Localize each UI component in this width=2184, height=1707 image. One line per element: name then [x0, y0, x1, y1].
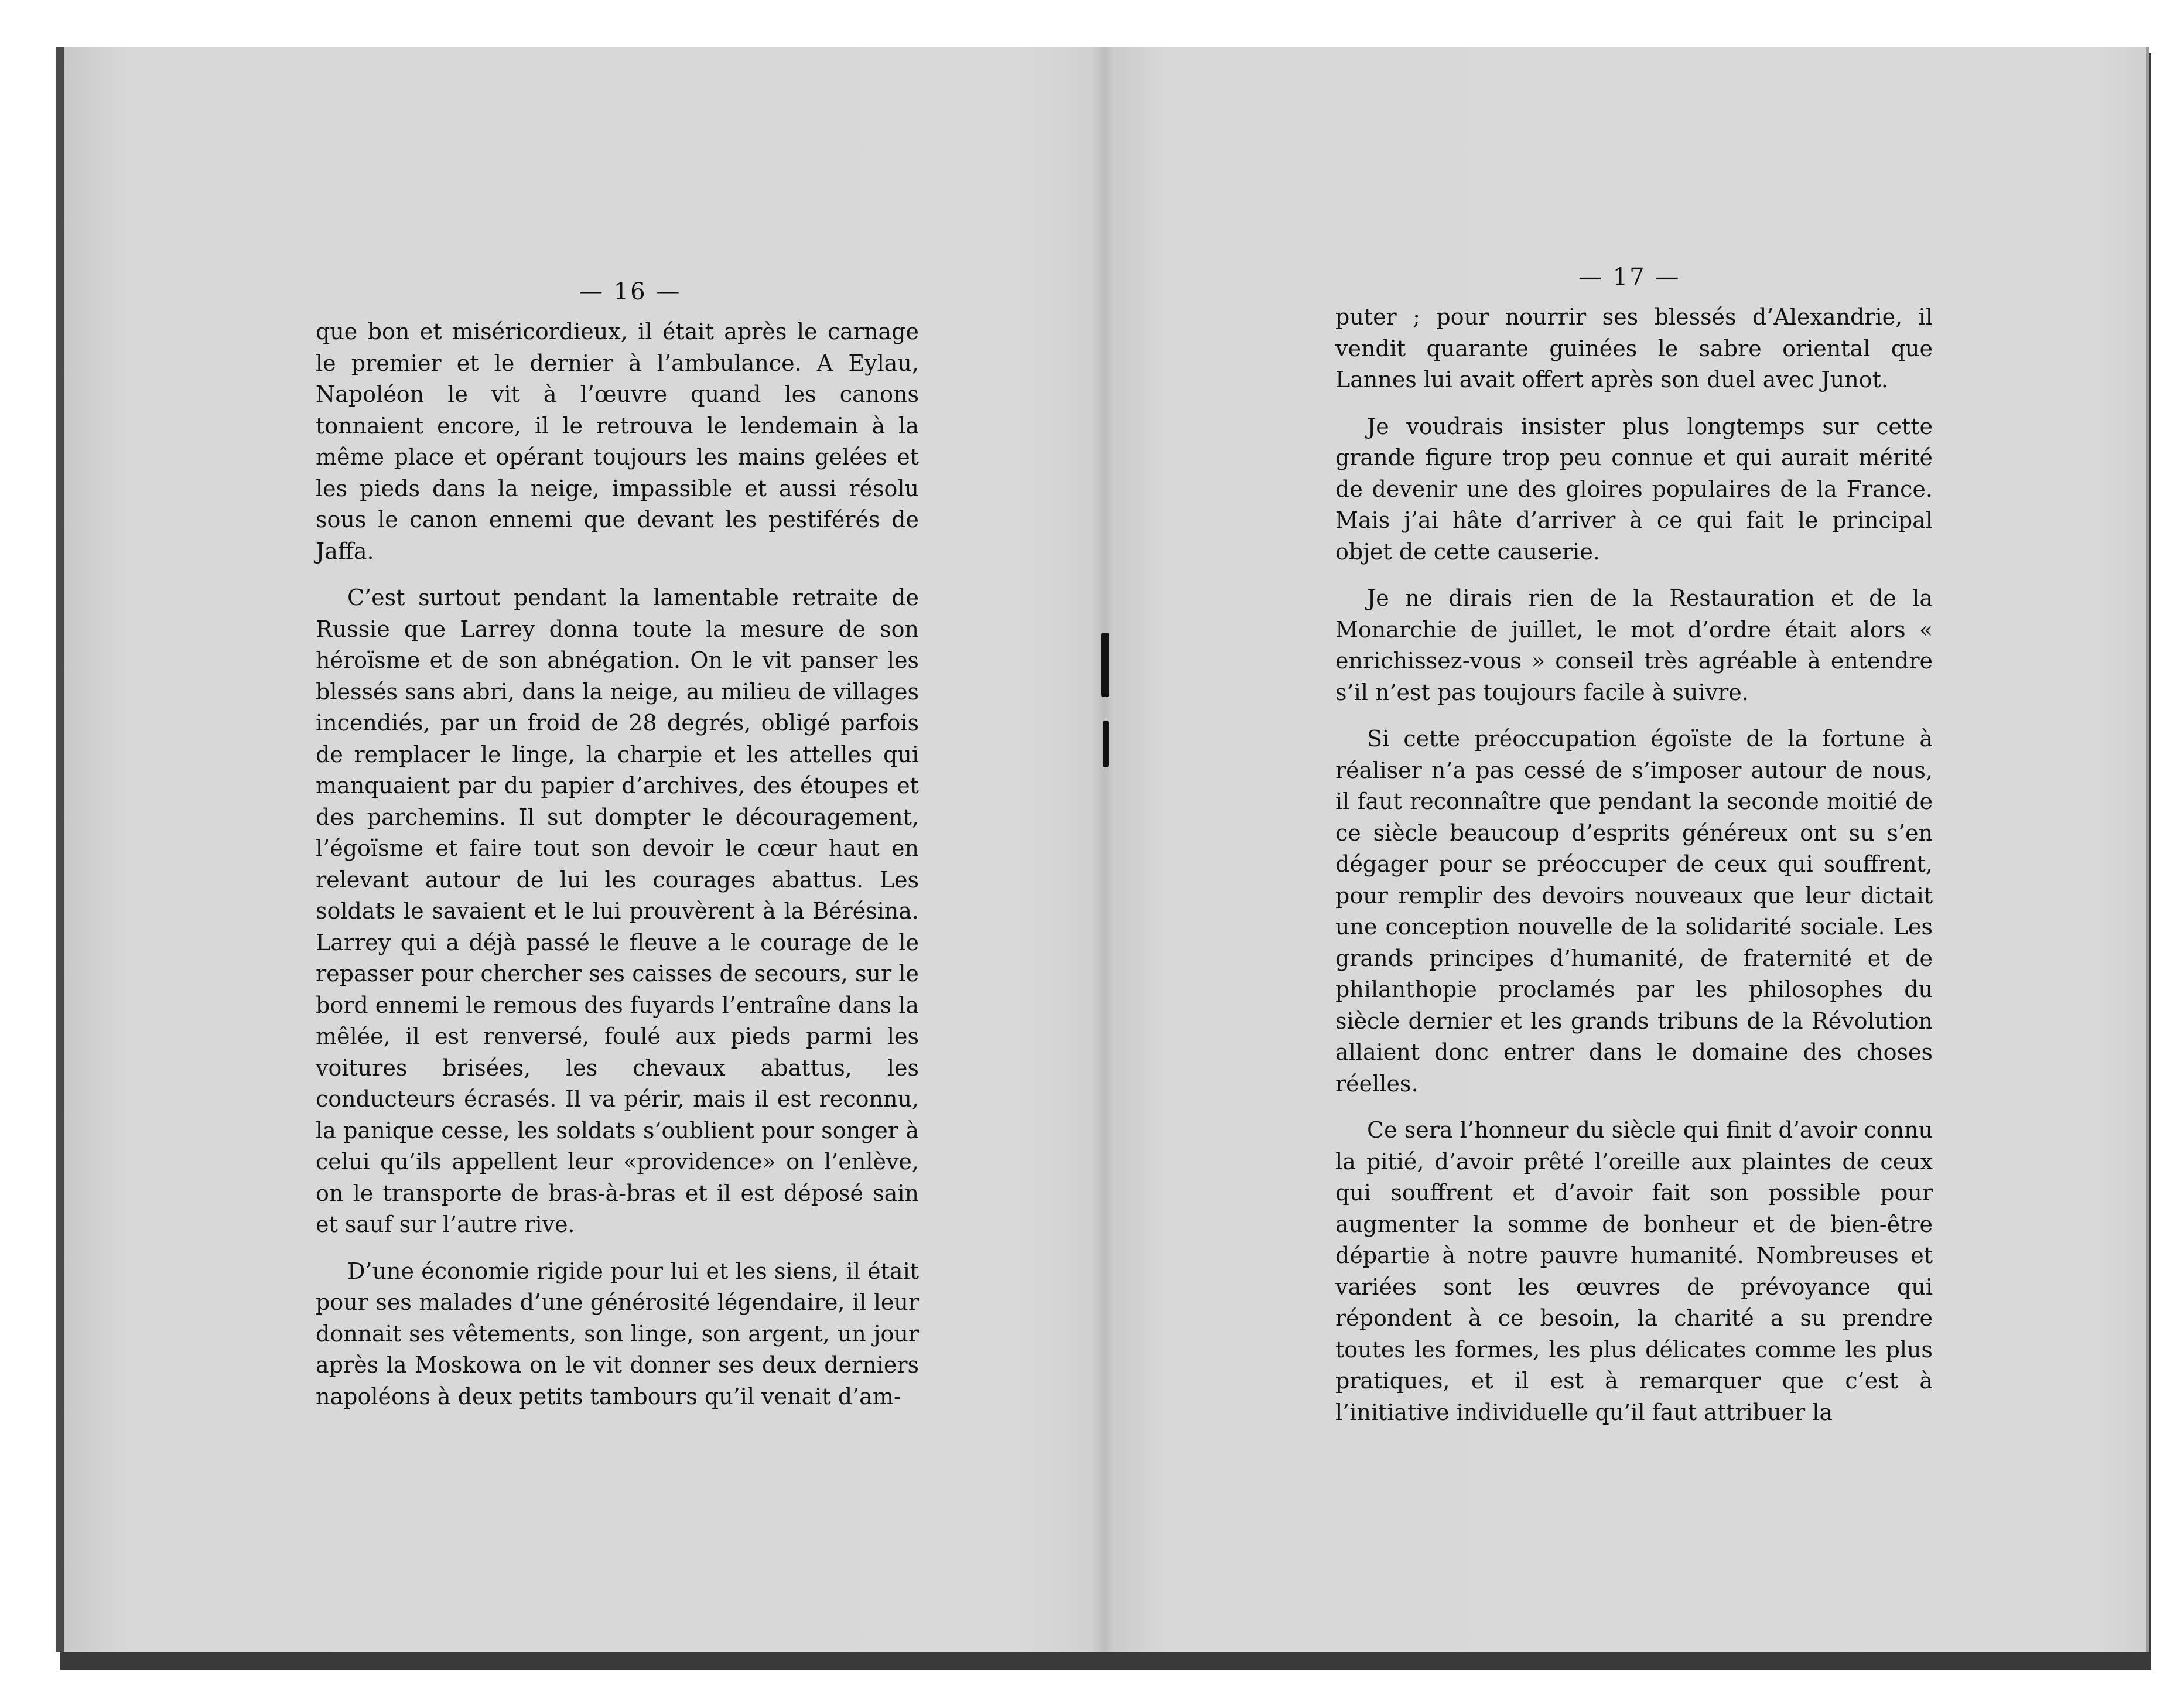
- left-page: [56, 47, 1104, 1652]
- right-page-text: [1335, 302, 1933, 1443]
- open-book: [56, 47, 2149, 1670]
- left-paragraph-3: D’une économie rigide pour lui et les siens, il était pour ses malades d’une générosité légendaire, il leur donnait ses vêtements, son linge, son argent, un jour après la Moskowa on le vit donner ses deux derniers napoléons à deux petits tambours qu’il venait d’am-: [316, 1258, 919, 1409]
- right-page-number: — 17 —: [1578, 264, 1681, 291]
- right-paragraph-1: puter ; pour nourrir ses blessés d’Alexandrie, il vendit quarante guinées le sabre oriental que Lannes lui avait offert après son duel avec Junot.: [1335, 304, 1933, 392]
- left-page-text: [316, 316, 919, 1428]
- left-paragraph-2: C’est surtout pendant la lamentable retraite de Russie que Larrey donna toute la mesure de son héroïsme et de son abnégation. On le vit panser les blessés sans abri, dans la neige, au milieu de villages incendiés, par un froid de 28 degrés, obligé parfois de remplacer le linge, la charpie et les attelles qui manquaient par du papier d’archives, des étoupes et des parchemins. Il sut dompter le découragement, l’égoïsme et faire tout son devoir le cœur haut en relevant autour de lui les courages abattus. Les soldats le savaient et le lui prouvèrent à la Bérésina. Larrey qui a déjà passé le fleuve a le courage de le repasser pour chercher ses caisses de secours, sur le bord ennemi le remous des fuyards l’entraîne dans la mêlée, il est renversé, foulé aux pieds parmi les voitures brisées, les chevaux abattus, les conducteurs écrasés. Il va périr, mais il est reconnu, la panique cesse, les soldats s’oublient pour songer à celui qu’ils appellent leur «providence» on l’enlève, on le transporte de bras-à-bras et il est déposé sain et sauf sur l’autre rive.: [316, 585, 919, 1237]
- right-paragraph-4: Si cette préoccupation égoïste de la fortune à réaliser n’a pas cessé de s’imposer autour de nous, il faut reconnaître que pendant la seconde moitié de ce siècle beaucoup d’esprits généreux ont su s’en dégager pour se préoccuper de ceux qui souffrent, pour remplir des devoirs nouveaux que leur dictait une conception nouvelle de la solidarité sociale. Les grands principes d’humanité, de fraternité et de philanthopie proclamés par les philosophes du siècle dernier et les grands tribuns de la Révolution allaient donc entrer dans le domaine des choses réelles.: [1335, 726, 1933, 1097]
- book-gutter: [1092, 47, 1116, 1652]
- right-paragraph-5: Ce sera l’honneur du siècle qui finit d’avoir connu la pitié, d’avoir prêté l’oreille aux plaintes de ceux qui souffrent et d’avoir fait son possible pour augmenter la somme de bonheur et de bien-être départie à notre pauvre humanité. Nombreuses et variées sont les œuvres de prévoyance qui répondent à ce besoin, la charité a su prendre toutes les formes, les plus délicates comme les plus pratiques, et il est à remarquer que c’est à l’initiative individuelle qu’il faut attribuer la: [1335, 1117, 1933, 1425]
- left-paragraph-1: que bon et miséricordieux, il était après le carnage le premier et le dernier à l’ambulance. A Eylau, Napoléon le vit à l’œuvre quand les canons tonnaient encore, il le retrouva le lendemain à la même place et opérant toujours les mains gelées et les pieds dans la neige, impassible et aussi résolu sous le canon ennemi que devant les pestiférés de Jaffa.: [316, 319, 919, 564]
- left-page-number: — 16 —: [579, 278, 682, 305]
- right-page: [1104, 47, 2149, 1652]
- binding-thread-mark: [1101, 633, 1109, 697]
- right-paragraph-3: Je ne dirais rien de la Restauration et de la Monarchie de juillet, le mot d’ordre était alors « enrichissez-vous » conseil très agréable à entendre s’il n’est pas toujours facile à suivre.: [1335, 585, 1933, 705]
- binding-thread-mark: [1103, 721, 1109, 767]
- right-paragraph-2: Je voudrais insister plus longtemps sur cette grande figure trop peu connue et qui aurait mérité de devenir une des gloires populaires de la France. Mais j’ai hâte d’arriver à ce qui fait le principal objet de cette causerie.: [1335, 413, 1933, 565]
